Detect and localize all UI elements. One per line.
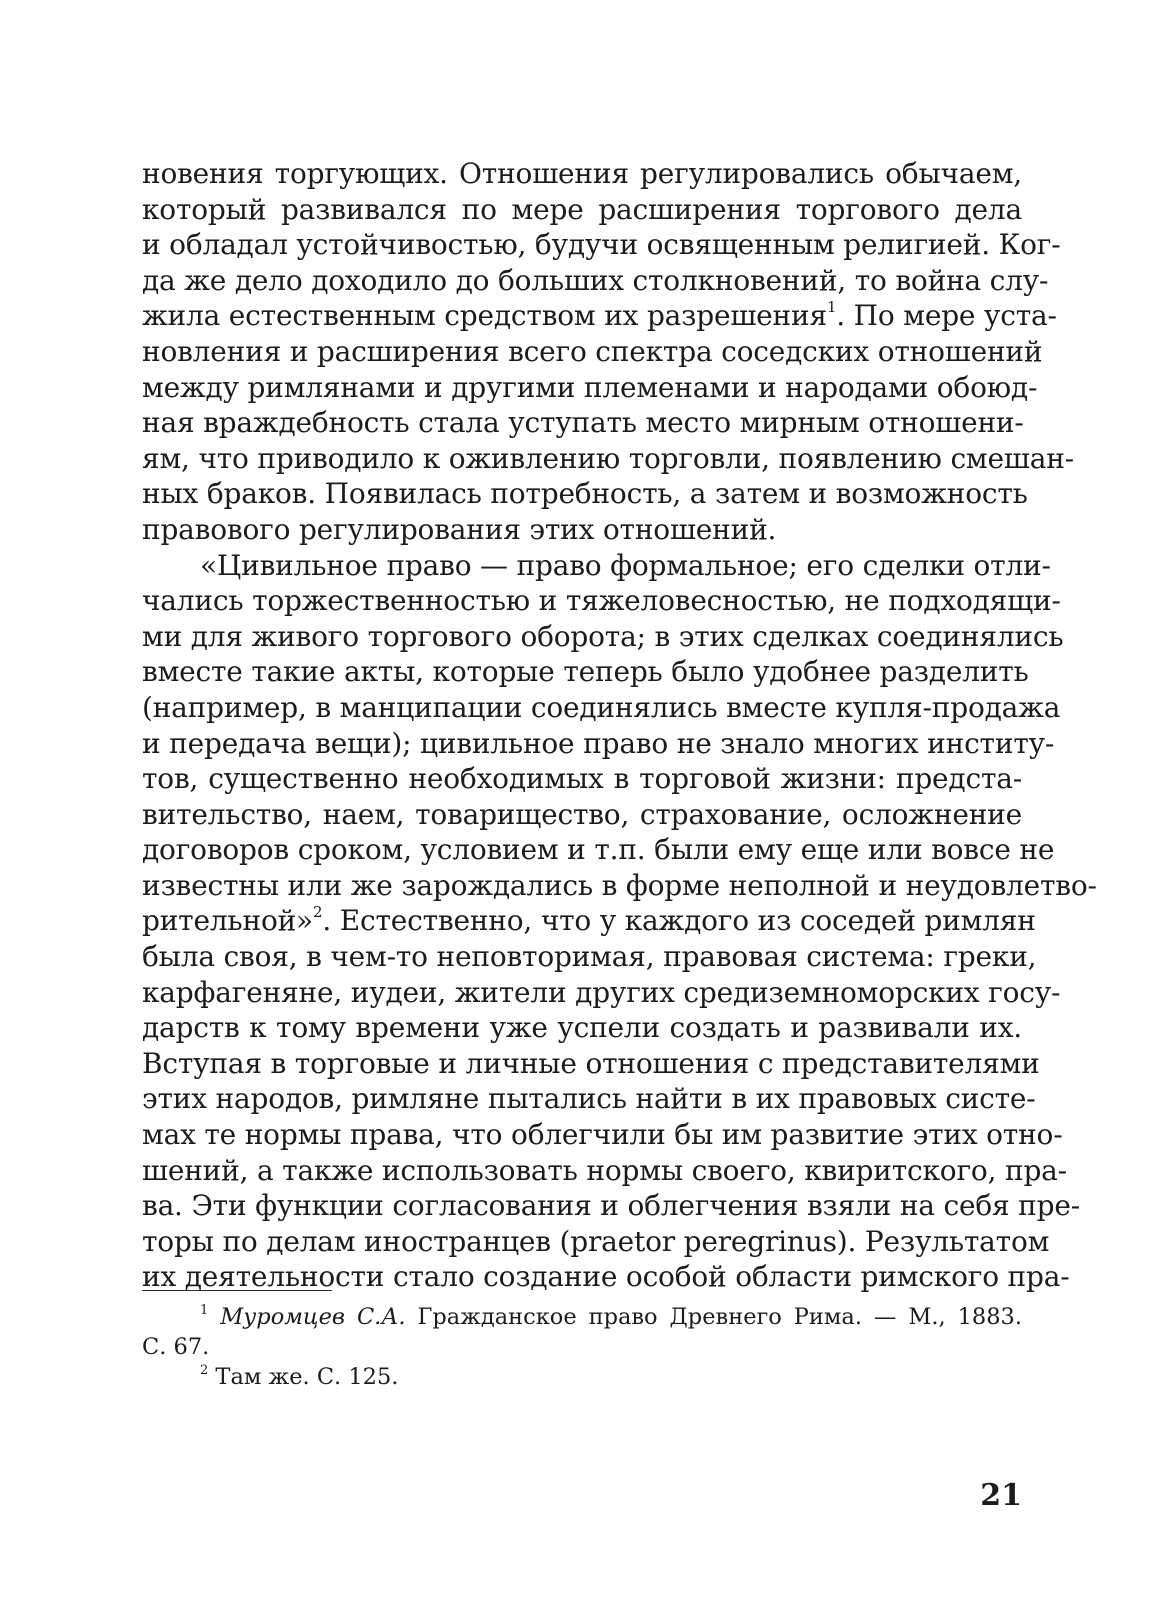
body-text	[142, 156, 1097, 1295]
text-line: «Цивильное право — право формальное; его сделки отли-	[200, 548, 1051, 582]
footnote-separator	[142, 1290, 332, 1291]
text-line: ная враждебность стала уступать место мирным отношени-	[142, 406, 1024, 440]
text-line: который развивался по мере расширения торгового дела	[142, 192, 1022, 226]
footnote-2	[142, 1362, 1022, 1392]
footnote-1-continuation: С. 67.	[142, 1334, 210, 1360]
text-line	[142, 903, 1036, 939]
text-line: новения торгующих. Отношения регулировались обычаем,	[142, 157, 1022, 190]
text-line: чались торжественностью и тяжеловесностью, не подходящи-	[142, 584, 1061, 618]
text-line: новления и расширения всего спектра соседских отношений	[142, 334, 1043, 368]
footnote-author: Муромцев С.А.	[220, 1304, 406, 1330]
footnote-reference: 1	[826, 298, 837, 317]
footnotes	[142, 1302, 1022, 1392]
text-line: ва. Эти функции согласования и облегчения взяли на себя пре-	[142, 1189, 1080, 1223]
text-line	[142, 298, 1057, 334]
text-line: их деятельности стало создание особой области римского пра-	[142, 1260, 1070, 1294]
text-line: известны или же зарождались в форме неполной и неудовлетво-	[142, 868, 1097, 902]
text-segment: . Естественно, что у каждого из соседей римлян	[322, 904, 1036, 938]
text-line: ям, что приводило к оживлению торговли, появлению смешан-	[142, 441, 1074, 475]
text-segment: жила естественным средством их разрешения	[142, 299, 827, 333]
text-line: дарств к тому времени уже успели создать и развивали их.	[142, 1011, 1022, 1045]
text-line: ми для живого торгового оборота; в этих сделках соединялись	[142, 619, 1064, 653]
text-line: вительство, наем, товарищество, страхование, осложнение	[142, 797, 1022, 831]
text-line: тов, существенно необходимых в торговой жизни: предста-	[142, 762, 1022, 796]
footnote-mark: 2	[200, 1363, 209, 1378]
text-segment: . По мере уста-	[836, 299, 1057, 333]
text-line: между римлянами и другими племенами и народами обоюд-	[142, 370, 1038, 404]
text-segment: рительной»	[142, 904, 313, 938]
footnote-text: Там же. С. 125.	[208, 1364, 399, 1390]
text-line: торы по делам иностранцев (praetor peregrinus). Результатом	[142, 1224, 1050, 1258]
text-line: мах те нормы права, что облегчили бы им развитие этих отно-	[142, 1118, 1063, 1152]
text-line: вместе такие акты, которые теперь было удобнее разделить	[142, 655, 1029, 689]
text-line: и обладал устойчивостью, будучи освященным религией. Ког-	[142, 228, 1061, 262]
text-line: шений, а также использовать нормы своего, квиритского, пра-	[142, 1153, 1067, 1187]
page-number: 21	[980, 1478, 1022, 1513]
footnote-text: Гражданское право Древнего Рима. — М., 1883.	[405, 1304, 1023, 1330]
text-line: этих народов, римляне пытались найти в их правовых систе-	[142, 1082, 1036, 1116]
footnote-mark: 1	[200, 1303, 209, 1318]
text-line: и передача вещи); цивильное право не знало многих институ-	[142, 726, 1055, 760]
footnote-1	[142, 1302, 1022, 1332]
text-line: ных браков. Появилась потребность, а затем и возможность	[142, 477, 1028, 511]
text-line: (например, в манципации соединялись вместе купля-продажа	[142, 690, 1061, 724]
text-line: договоров сроком, условием и т.п. были ему еще или вовсе не	[142, 833, 1055, 867]
text-line: да же дело доходило до больших столкновений, то война слу-	[142, 263, 1049, 297]
text-line: была своя, в чем-то неповторимая, правовая система: греки,	[142, 940, 1037, 974]
text-line: Вступая в торговые и личные отношения с представителями	[142, 1046, 1040, 1080]
text-line: карфагеняне, иудеи, жители других средиземноморских госу-	[142, 975, 1061, 1009]
footnote-reference: 2	[313, 903, 323, 922]
text-line: правового регулирования этих отношений.	[142, 512, 777, 546]
